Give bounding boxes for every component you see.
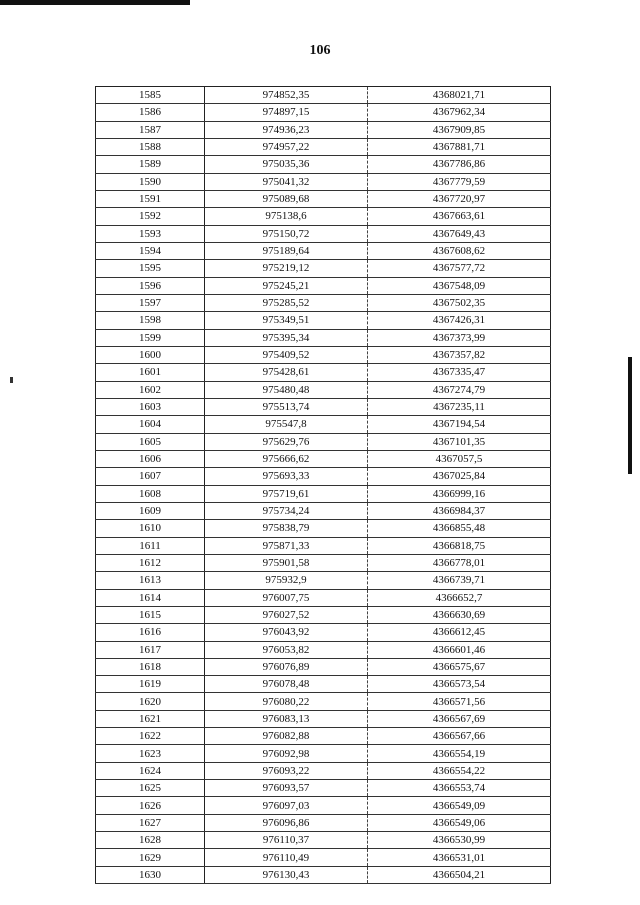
point-number-cell: 1610	[96, 520, 205, 537]
point-number-cell: 1630	[96, 866, 205, 883]
x-coordinate-cell: 975428,61	[205, 364, 368, 381]
table-row	[96, 121, 551, 138]
x-coordinate-cell: 975395,34	[205, 329, 368, 346]
y-coordinate-cell: 4366601,46	[368, 641, 551, 658]
x-coordinate-cell: 976110,37	[205, 832, 368, 849]
table-row	[96, 225, 551, 242]
y-coordinate-cell: 4368021,71	[368, 87, 551, 104]
point-number-cell: 1622	[96, 728, 205, 745]
y-coordinate-cell: 4366855,48	[368, 520, 551, 537]
point-number-cell: 1607	[96, 468, 205, 485]
x-coordinate-cell: 976096,86	[205, 814, 368, 831]
table-row	[96, 294, 551, 311]
x-coordinate-cell: 975480,48	[205, 381, 368, 398]
y-coordinate-cell: 4366553,74	[368, 780, 551, 797]
table-row	[96, 554, 551, 571]
table-row	[96, 832, 551, 849]
x-coordinate-cell: 975871,33	[205, 537, 368, 554]
y-coordinate-cell: 4366571,56	[368, 693, 551, 710]
y-coordinate-cell: 4366630,69	[368, 606, 551, 623]
table-row	[96, 208, 551, 225]
y-coordinate-cell: 4367101,35	[368, 433, 551, 450]
point-number-cell: 1598	[96, 312, 205, 329]
point-number-cell: 1593	[96, 225, 205, 242]
table-row	[96, 745, 551, 762]
point-number-cell: 1621	[96, 710, 205, 727]
point-number-cell: 1609	[96, 502, 205, 519]
point-number-cell: 1619	[96, 676, 205, 693]
table-row	[96, 329, 551, 346]
table-row	[96, 138, 551, 155]
x-coordinate-cell: 976007,75	[205, 589, 368, 606]
point-number-cell: 1623	[96, 745, 205, 762]
table-row	[96, 676, 551, 693]
x-coordinate-cell: 975719,61	[205, 485, 368, 502]
y-coordinate-cell: 4367649,43	[368, 225, 551, 242]
y-coordinate-cell: 4366612,45	[368, 624, 551, 641]
table-row	[96, 866, 551, 883]
x-coordinate-cell: 975349,51	[205, 312, 368, 329]
point-number-cell: 1595	[96, 260, 205, 277]
point-number-cell: 1611	[96, 537, 205, 554]
x-coordinate-cell: 975666,62	[205, 450, 368, 467]
table-row	[96, 849, 551, 866]
x-coordinate-cell: 975041,32	[205, 173, 368, 190]
x-coordinate-cell: 975629,76	[205, 433, 368, 450]
x-coordinate-cell: 976027,52	[205, 606, 368, 623]
y-coordinate-cell: 4367962,34	[368, 104, 551, 121]
x-coordinate-cell: 975693,33	[205, 468, 368, 485]
y-coordinate-cell: 4367335,47	[368, 364, 551, 381]
x-coordinate-cell: 975547,8	[205, 416, 368, 433]
scan-margin-bar	[628, 357, 632, 474]
table-row	[96, 450, 551, 467]
x-coordinate-cell: 975189,64	[205, 242, 368, 259]
y-coordinate-cell: 4367373,99	[368, 329, 551, 346]
point-number-cell: 1600	[96, 346, 205, 363]
point-number-cell: 1614	[96, 589, 205, 606]
y-coordinate-cell: 4366573,54	[368, 676, 551, 693]
table-row	[96, 728, 551, 745]
table-row	[96, 572, 551, 589]
y-coordinate-cell: 4366778,01	[368, 554, 551, 571]
y-coordinate-cell: 4367057,5	[368, 450, 551, 467]
table-row	[96, 468, 551, 485]
y-coordinate-cell: 4366575,67	[368, 658, 551, 675]
y-coordinate-cell: 4367426,31	[368, 312, 551, 329]
point-number-cell: 1627	[96, 814, 205, 831]
y-coordinate-cell: 4366984,37	[368, 502, 551, 519]
point-number-cell: 1591	[96, 190, 205, 207]
y-coordinate-cell: 4366567,66	[368, 728, 551, 745]
point-number-cell: 1618	[96, 658, 205, 675]
y-coordinate-cell: 4366530,99	[368, 832, 551, 849]
x-coordinate-cell: 975089,68	[205, 190, 368, 207]
coordinates-table	[95, 86, 551, 884]
x-coordinate-cell: 975932,9	[205, 572, 368, 589]
x-coordinate-cell: 976093,22	[205, 762, 368, 779]
point-number-cell: 1587	[96, 121, 205, 138]
x-coordinate-cell: 976110,49	[205, 849, 368, 866]
point-number-cell: 1615	[96, 606, 205, 623]
table-row	[96, 589, 551, 606]
point-number-cell: 1604	[96, 416, 205, 433]
table-row	[96, 710, 551, 727]
page-number: 106	[309, 43, 331, 58]
table-row	[96, 346, 551, 363]
x-coordinate-cell: 975513,74	[205, 398, 368, 415]
y-coordinate-cell: 4366567,69	[368, 710, 551, 727]
point-number-cell: 1606	[96, 450, 205, 467]
table-row	[96, 364, 551, 381]
point-number-cell: 1626	[96, 797, 205, 814]
x-coordinate-cell: 975838,79	[205, 520, 368, 537]
y-coordinate-cell: 4366549,06	[368, 814, 551, 831]
point-number-cell: 1603	[96, 398, 205, 415]
x-coordinate-cell: 976080,22	[205, 693, 368, 710]
x-coordinate-cell: 975150,72	[205, 225, 368, 242]
x-coordinate-cell: 975734,24	[205, 502, 368, 519]
x-coordinate-cell: 974897,15	[205, 104, 368, 121]
x-coordinate-cell: 976082,88	[205, 728, 368, 745]
table-row	[96, 173, 551, 190]
point-number-cell: 1592	[96, 208, 205, 225]
point-number-cell: 1605	[96, 433, 205, 450]
y-coordinate-cell: 4367274,79	[368, 381, 551, 398]
x-coordinate-cell: 975285,52	[205, 294, 368, 311]
table-row	[96, 312, 551, 329]
point-number-cell: 1597	[96, 294, 205, 311]
table-row	[96, 156, 551, 173]
point-number-cell: 1613	[96, 572, 205, 589]
point-number-cell: 1601	[96, 364, 205, 381]
point-number-cell: 1599	[96, 329, 205, 346]
y-coordinate-cell: 4366818,75	[368, 537, 551, 554]
table-row	[96, 780, 551, 797]
table-row	[96, 624, 551, 641]
y-coordinate-cell: 4366999,16	[368, 485, 551, 502]
table-row	[96, 398, 551, 415]
x-coordinate-cell: 975138,6	[205, 208, 368, 225]
y-coordinate-cell: 4366554,22	[368, 762, 551, 779]
table-row	[96, 520, 551, 537]
y-coordinate-cell: 4367502,35	[368, 294, 551, 311]
point-number-cell: 1625	[96, 780, 205, 797]
table-row	[96, 104, 551, 121]
table-row	[96, 485, 551, 502]
table-row	[96, 693, 551, 710]
x-coordinate-cell: 976130,43	[205, 866, 368, 883]
point-number-cell: 1588	[96, 138, 205, 155]
x-coordinate-cell: 975245,21	[205, 277, 368, 294]
table-row	[96, 502, 551, 519]
x-coordinate-cell: 976053,82	[205, 641, 368, 658]
table-row	[96, 814, 551, 831]
point-number-cell: 1616	[96, 624, 205, 641]
x-coordinate-cell: 976078,48	[205, 676, 368, 693]
y-coordinate-cell: 4366504,21	[368, 866, 551, 883]
point-number-cell: 1612	[96, 554, 205, 571]
y-coordinate-cell: 4367357,82	[368, 346, 551, 363]
x-coordinate-cell: 976076,89	[205, 658, 368, 675]
point-number-cell: 1590	[96, 173, 205, 190]
y-coordinate-cell: 4367909,85	[368, 121, 551, 138]
x-coordinate-cell: 974936,23	[205, 121, 368, 138]
table-row	[96, 762, 551, 779]
x-coordinate-cell: 976092,98	[205, 745, 368, 762]
table-row	[96, 277, 551, 294]
table-row	[96, 797, 551, 814]
coordinates-table-body	[96, 87, 551, 884]
y-coordinate-cell: 4366531,01	[368, 849, 551, 866]
x-coordinate-cell: 974852,35	[205, 87, 368, 104]
y-coordinate-cell: 4366554,19	[368, 745, 551, 762]
point-number-cell: 1585	[96, 87, 205, 104]
x-coordinate-cell: 976093,57	[205, 780, 368, 797]
table-row	[96, 416, 551, 433]
table-row	[96, 242, 551, 259]
point-number-cell: 1608	[96, 485, 205, 502]
x-coordinate-cell: 974957,22	[205, 138, 368, 155]
x-coordinate-cell: 976083,13	[205, 710, 368, 727]
point-number-cell: 1629	[96, 849, 205, 866]
x-coordinate-cell: 975035,36	[205, 156, 368, 173]
y-coordinate-cell: 4367663,61	[368, 208, 551, 225]
y-coordinate-cell: 4367548,09	[368, 277, 551, 294]
point-number-cell: 1624	[96, 762, 205, 779]
point-number-cell: 1596	[96, 277, 205, 294]
point-number-cell: 1589	[96, 156, 205, 173]
x-coordinate-cell: 975219,12	[205, 260, 368, 277]
table-row	[96, 537, 551, 554]
x-coordinate-cell: 976043,92	[205, 624, 368, 641]
y-coordinate-cell: 4367779,59	[368, 173, 551, 190]
y-coordinate-cell: 4367194,54	[368, 416, 551, 433]
scan-speck	[10, 377, 13, 383]
point-number-cell: 1594	[96, 242, 205, 259]
y-coordinate-cell: 4366549,09	[368, 797, 551, 814]
point-number-cell: 1628	[96, 832, 205, 849]
scan-edge-mark	[0, 0, 190, 5]
y-coordinate-cell: 4367786,86	[368, 156, 551, 173]
y-coordinate-cell: 4367720,97	[368, 190, 551, 207]
table-row	[96, 658, 551, 675]
x-coordinate-cell: 975409,52	[205, 346, 368, 363]
table-row	[96, 260, 551, 277]
table-row	[96, 190, 551, 207]
x-coordinate-cell: 976097,03	[205, 797, 368, 814]
point-number-cell: 1617	[96, 641, 205, 658]
y-coordinate-cell: 4367881,71	[368, 138, 551, 155]
y-coordinate-cell: 4367608,62	[368, 242, 551, 259]
y-coordinate-cell: 4366739,71	[368, 572, 551, 589]
table-row	[96, 606, 551, 623]
point-number-cell: 1620	[96, 693, 205, 710]
x-coordinate-cell: 975901,58	[205, 554, 368, 571]
table-row	[96, 381, 551, 398]
y-coordinate-cell: 4367577,72	[368, 260, 551, 277]
y-coordinate-cell: 4366652,7	[368, 589, 551, 606]
table-row	[96, 641, 551, 658]
y-coordinate-cell: 4367235,11	[368, 398, 551, 415]
table-row	[96, 87, 551, 104]
point-number-cell: 1586	[96, 104, 205, 121]
point-number-cell: 1602	[96, 381, 205, 398]
table-row	[96, 433, 551, 450]
y-coordinate-cell: 4367025,84	[368, 468, 551, 485]
